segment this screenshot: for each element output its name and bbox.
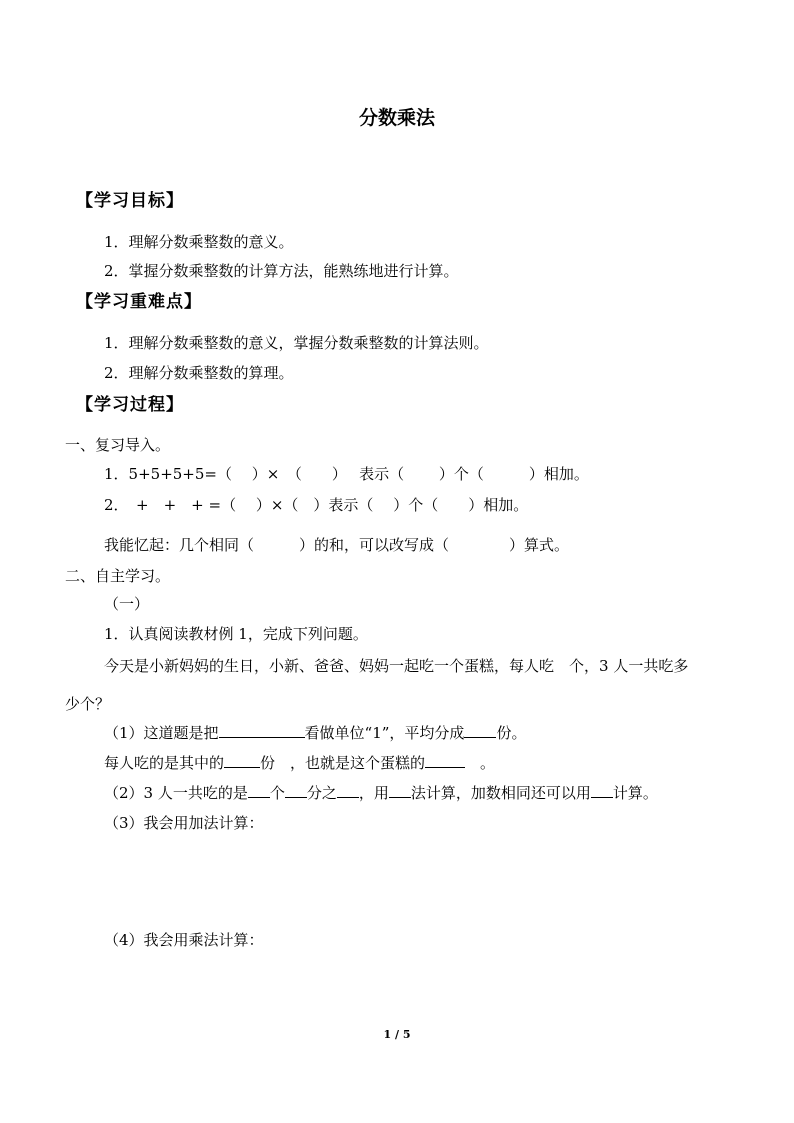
answer-blank[interactable]	[224, 753, 260, 768]
process-heading: 【学习过程】	[76, 395, 184, 415]
self-study-part: （一）	[104, 595, 150, 613]
answer-blank[interactable]	[425, 753, 465, 768]
page-number: 1 / 5	[383, 1028, 411, 1041]
self-study-heading: 二、自主学习。	[65, 567, 171, 585]
keypoint-item: 2．理解分数乘整数的算理。	[104, 364, 294, 382]
question-2-text: 法计算，加数相同还可以用	[410, 784, 591, 802]
keypoints-heading: 【学习重难点】	[76, 292, 202, 312]
answer-blank[interactable]	[591, 783, 613, 798]
question-2-text: （2）3 人一共吃的是	[104, 784, 248, 802]
question-2-text: 个	[269, 784, 285, 802]
answer-blank[interactable]	[285, 783, 307, 798]
answer-blank[interactable]	[389, 783, 411, 798]
review-heading: 一、复习导入。	[65, 436, 171, 454]
question-3: （3）我会用加法计算：	[104, 814, 264, 832]
goal-item: 2．掌握分数乘整数的计算方法，能熟练地进行计算。	[104, 262, 459, 280]
question-1-text: 看做单位“1”，平均分成	[304, 724, 465, 742]
question-1-text: 每人吃的是其中的	[104, 754, 225, 772]
question-2-text: 分之	[306, 784, 337, 802]
question-1-line	[104, 723, 526, 743]
document-title: 分数乘法	[358, 107, 435, 129]
question-1-text: 份。	[496, 724, 527, 742]
question-1-text: （1）这道题是把	[104, 724, 219, 742]
question-4: （4）我会用乘法计算：	[104, 931, 264, 949]
question-2-text: ，用	[358, 784, 389, 802]
goal-item: 1．理解分数乘整数的意义。	[104, 233, 294, 251]
review-line-1: 1．5+5+5+5=（ ）× （ ） 表示（ ）个（ ）相加。	[104, 465, 589, 483]
question-1-text: 。	[465, 754, 496, 772]
answer-blank[interactable]	[464, 723, 496, 738]
question-2-line	[104, 783, 658, 803]
answer-blank[interactable]	[248, 783, 270, 798]
question-1-line-2	[104, 753, 495, 773]
review-line-2: 2． + + + =（ ）×（ ）表示（ ）个（ ）相加。	[104, 496, 529, 514]
keypoint-item: 1．理解分数乘整数的意义，掌握分数乘整数的计算法则。	[104, 334, 489, 352]
answer-blank[interactable]	[337, 783, 359, 798]
review-recall: 我能忆起：几个相同（ ）的和，可以改写成（ ）算式。	[104, 536, 570, 554]
question-2-text: 计算。	[612, 784, 658, 802]
goals-heading: 【学习目标】	[76, 191, 184, 211]
problem-text-continued: 少个？	[65, 695, 111, 713]
question-1-text: 份 ，也就是这个蛋糕的	[260, 754, 426, 772]
answer-blank[interactable]	[219, 723, 305, 738]
problem-text: 今天是小新妈妈的生日，小新、爸爸、妈妈一起吃一个蛋糕，每人吃 个，3 人一共吃多	[104, 657, 689, 675]
self-study-task: 1．认真阅读教材例 1，完成下列问题。	[104, 625, 368, 643]
